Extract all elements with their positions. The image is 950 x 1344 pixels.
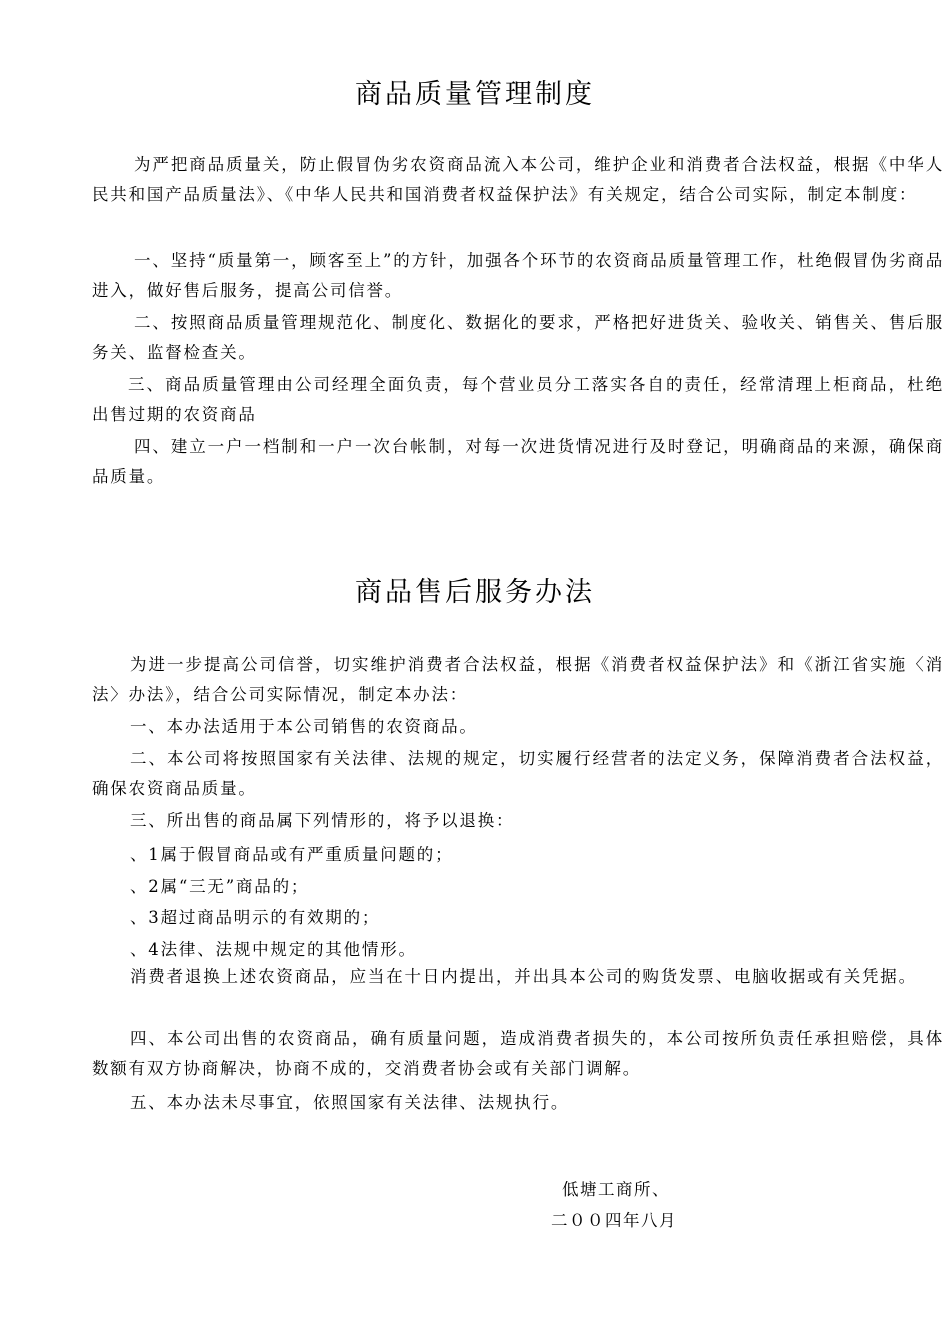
doc1-title: 商品质量管理制度: [355, 79, 595, 110]
doc2-item-2: 、2属“三无”商品的；: [130, 877, 310, 896]
doc2-clause-2: 二、本公司将按照国家有关法律、法规的规定，切实履行经营者的法定义务，保障消费者合法权益，确保农资商品质量。: [92, 749, 944, 798]
doc1-clause-1: 一、坚持“质量第一，顾客至上”的方针，加强各个环节的农资商品质量管理工作，杜绝假冒伪劣商品进入，做好售后服务，提高公司信誉。: [92, 251, 944, 300]
doc2-item-4: 、4法律、法规中规定的其他情形。: [130, 940, 417, 959]
signature-date: 二００四年八月: [551, 1211, 677, 1230]
doc1-clause-3: 三、商品质量管理由公司经理全面负责，每个营业员分工落实各自的责任，经常清理上柜商品，杜绝出售过期的农资商品: [92, 375, 944, 424]
doc2-title: 商品售后服务办法: [355, 577, 595, 608]
doc2-return-note: 消费者退换上述农资商品，应当在十日内提出，并出具本公司的购货发票、电脑收据或有关凭据。: [130, 967, 917, 986]
doc2-intro-paragraph: 为进一步提高公司信誉，切实维护消费者合法权益，根据《消费者权益保护法》和《浙江省实施〈消法〉办法》，结合公司实际情况，制定本办法：: [92, 655, 944, 704]
doc2-clause-5: 五、本办法未尽事宜，依照国家有关法律、法规执行。: [130, 1093, 570, 1112]
signature-org: 低塘工商所、: [562, 1180, 670, 1199]
doc2-clause-4: 四、本公司出售的农资商品，确有质量问题，造成消费者损失的，本公司按所负责任承担赔偿，具体数额有双方协商解决，协商不成的，交消费者协会或有关部门调解。: [92, 1029, 944, 1078]
doc1-intro-paragraph: 为严把商品质量关，防止假冒伪劣农资商品流入本公司，维护企业和消费者合法权益，根据《中华人民共和国产品质量法》、《中华人民共和国消费者权益保护法》有关规定，结合公司实际，制定本制度：: [92, 155, 944, 204]
doc2-clause-3: 三、所出售的商品属下列情形的，将予以退换：: [130, 811, 515, 830]
doc2-item-3: 、3超过商品明示的有效期的；: [130, 908, 381, 927]
doc2-clause-1: 一、本办法适用于本公司销售的农资商品。: [130, 717, 478, 736]
doc1-clause-4: 四、建立一户一档制和一户一次台帐制，对每一次进货情况进行及时登记，明确商品的来源，确保商品质量。: [92, 437, 944, 486]
doc2-item-1: 、1属于假冒商品或有严重质量问题的；: [130, 845, 454, 864]
doc1-clause-2: 二、按照商品质量管理规范化、制度化、数据化的要求，严格把好进货关、验收关、销售关、售后服务关、监督检查关。: [92, 313, 944, 362]
